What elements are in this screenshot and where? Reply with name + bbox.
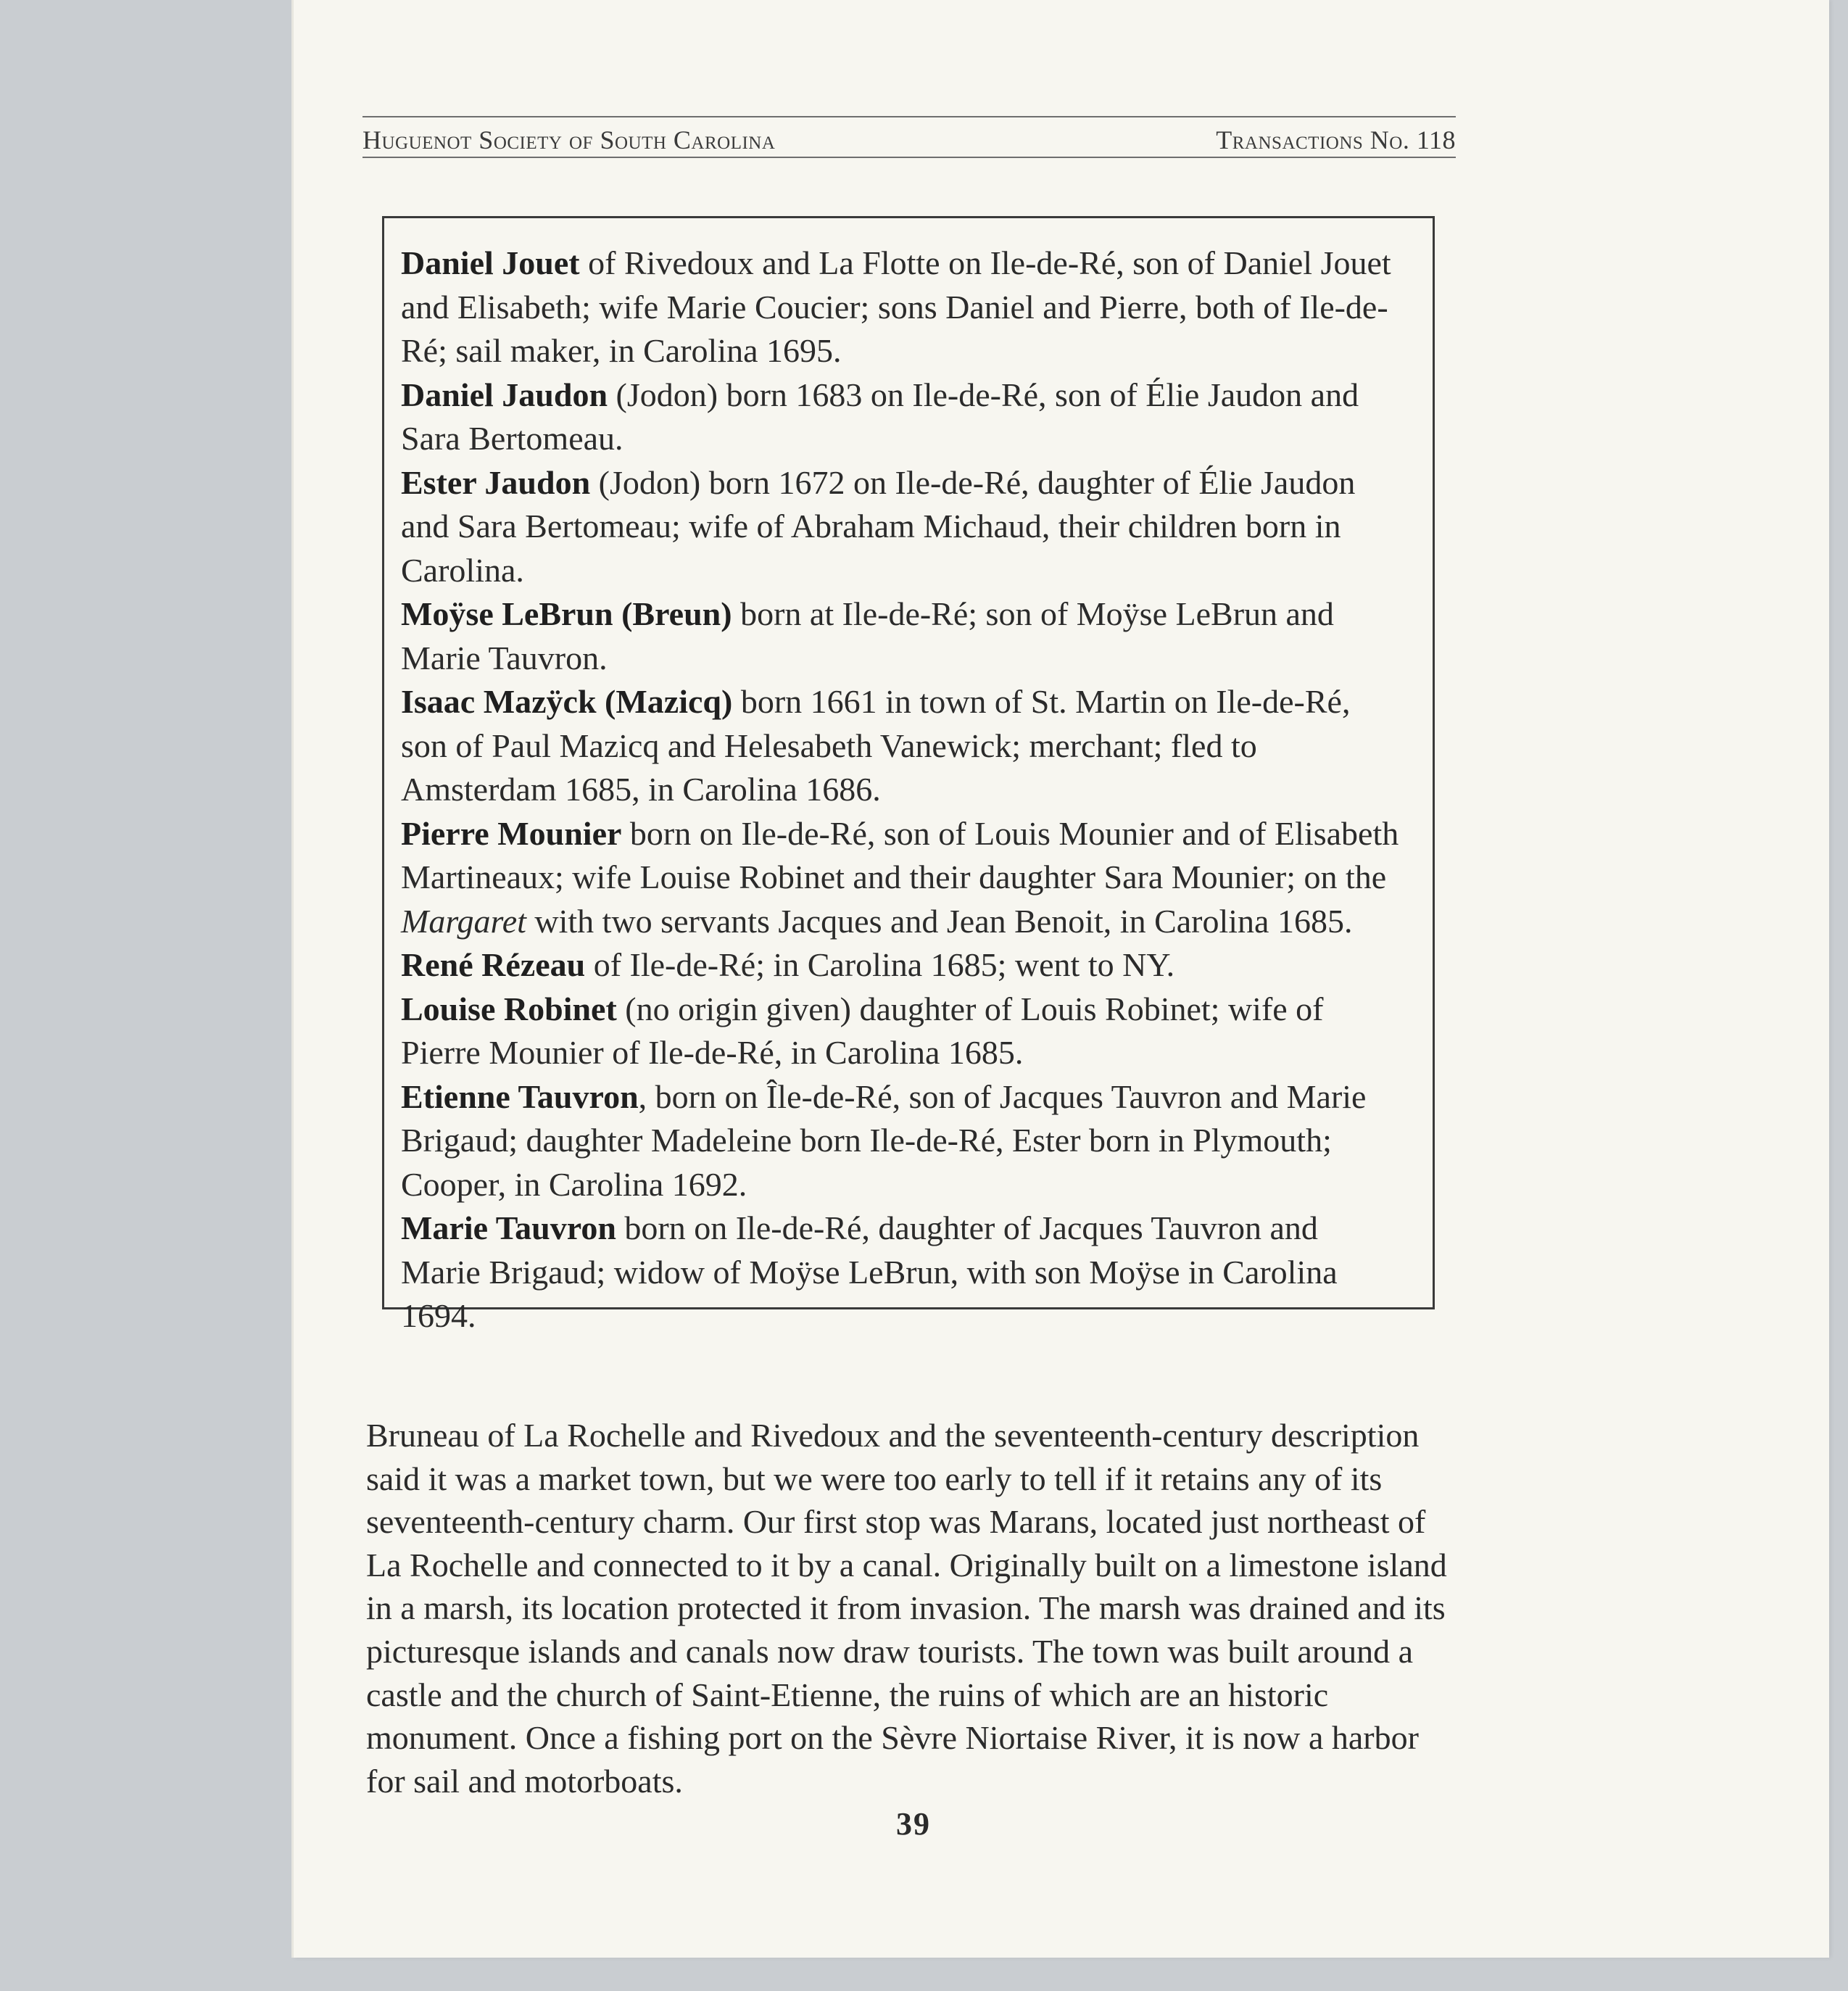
entry-louise-robinet [401,988,1399,1075]
entry-name: Daniel Jouet [401,244,580,281]
entry-text: of Ile-de-Ré; in Carolina 1685; went to NY. [585,946,1175,983]
entry-name: René Rézeau [401,946,586,983]
entry-isaac-mazyck [401,680,1399,812]
entry-ester-jaudon [401,461,1399,593]
entry-text: born at Ile-de-Ré; son of Moÿse LeBrun and Marie Tauvron. [401,595,1334,676]
page-number: 39 [896,1806,931,1842]
entry-text: , born on Île-de-Ré, son of Jacques Tauvron and Marie Brigaud; daughter Madeleine born Ile-de-Ré, Ester born in Plymouth; Cooper, in Carolina 1692. [401,1077,1367,1203]
entry-name: Isaac Mazÿck (Mazicq) [401,683,733,720]
entry-text: (Jodon) born 1683 on Ile-de-Ré, son of Élie Jaudon and Sara Bertomeau. [401,376,1359,457]
entry-daniel-jaudon [401,373,1399,461]
entry-name: Pierre Mounier [401,814,622,852]
header-transactions-number: Transactions No. 118 [1216,125,1456,154]
entry-text: with two servants Jacques and Jean Benoit, in Carolina 1685. [526,902,1353,940]
entry-name: Louise Robinet [401,990,617,1027]
entry-name: Daniel Jaudon [401,376,608,413]
entry-text: (no origin given) daughter of Louis Robinet; wife of Pierre Mounier of Ile-de-Ré, in Carolina 1685. [401,990,1324,1071]
entry-name: Etienne Tauvron [401,1077,639,1115]
entry-pierre-mounier [401,812,1399,944]
entry-marie-tauvron [401,1206,1399,1338]
entry-name: Ester Jaudon [401,463,591,501]
entry-etienne-tauvron [401,1075,1399,1207]
book-page [294,0,1829,1958]
entry-text: born on Ile-de-Ré, son of Louis Mounier and of Elisabeth Martineaux; wife Louise Robinet and their daughter Sara Mounier; on the [401,814,1399,895]
entry-text: born on Ile-de-Ré, daughter of Jacques Tauvron and Marie Brigaud; widow of Moÿse LeBrun, with son Moÿse in Carolina 1694. [401,1209,1338,1334]
entry-daniel-jouet [401,241,1399,373]
entry-name: Marie Tauvron [401,1209,616,1246]
ship-name: Margaret [401,902,526,940]
huguenot-entries-box [382,216,1435,1334]
entry-rene-rezeau [401,943,1399,988]
header-society-title: Huguenot Society of South Carolina [362,125,776,154]
running-header [362,116,1456,158]
entry-text: (Jodon) born 1672 on Ile-de-Ré, daughter of Élie Jaudon and Sara Bertomeau; wife of Abraham Michaud, their children born in Carolina. [401,463,1356,589]
entry-text: of Rivedoux and La Flotte on Ile-de-Ré, son of Daniel Jouet and Elisabeth; wife Marie Coucier; sons Daniel and Pierre, both of Ile-de-Ré; sail maker, in Carolina 1695. [401,244,1391,369]
body-paragraph: Bruneau of La Rochelle and Rivedoux and the seventeenth-century description said it was a market town, but we were too early to tell if it retains any of its seventeenth-century charm. Our first stop was Marans, located just northeast of La Rochelle and connected to it by a canal. Originally built on a limestone island in a marsh, its location protected it from invasion. The marsh was drained and its picturesque islands and canals now draw tourists. The town was built around a castle and the church of Saint-Etienne, the ruins of which are an historic monument. Once a fishing port on the Sèvre Niortaise River, it is now a harbor for sail and motorboats. [366,1417,1447,1800]
entry-moyse-lebrun [401,592,1399,680]
entry-text: born 1661 in town of St. Martin on Ile-de-Ré, son of Paul Mazicq and Helesabeth Vanewick; merchant; fled to Amsterdam 1685, in Carolina 1686. [401,683,1351,808]
entry-name: Moÿse LeBrun (Breun) [401,595,732,632]
